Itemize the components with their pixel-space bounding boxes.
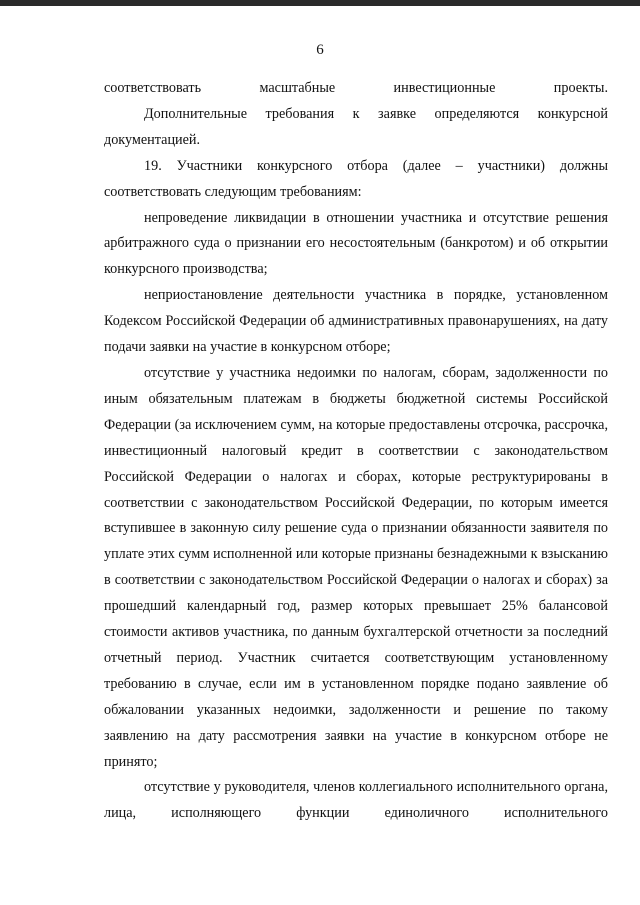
paragraph-3: [104, 154, 608, 206]
paragraph-line: неприостановление деятельности участника в порядке, установленном: [144, 287, 608, 304]
paragraph-line: органа, лица, исполняющего функции единоличного исполнительного: [104, 779, 609, 822]
paragraph-5: [104, 283, 608, 361]
page-number: 6: [316, 42, 324, 58]
paragraph-line: законодательством Российской Федерации о налогах и сборах, которые: [104, 442, 608, 485]
paragraph-line: 19. Участники конкурсного отбора (далее – участники) должны: [144, 157, 608, 174]
paragraph-line: законодательством Российской Федерации о налогах и сборах) за прошедший: [104, 572, 608, 615]
paragraph-7: [104, 775, 608, 827]
paragraph-line: отчетный период. Участник считается соответствующим установленному: [104, 649, 608, 666]
paragraph-line: соответствовать масштабные инвестиционные проекты.: [104, 80, 608, 96]
paragraph-line: решения арбитражного суда о признании его несостоятельным (банкротом) и: [104, 209, 608, 252]
paragraph-line: заявлению на дату рассмотрения заявки на участие в конкурсном отборе не: [104, 727, 608, 744]
paragraph-line: календарный год, размер которых превышает 25% балансовой стоимости: [104, 598, 608, 641]
paragraph-line: документацией.: [104, 131, 201, 148]
paragraph-line: Дополнительные требования к заявке определяются конкурсной: [144, 105, 608, 122]
paragraph-line: соответствовать следующим требованиям:: [104, 183, 362, 200]
paragraph-line: признании обязанности заявителя по уплате этих сумм исполненной или: [104, 520, 609, 563]
paragraph-line: реструктурированы в соответствии с законодательством Российской: [104, 468, 609, 511]
paragraph-line: Российской Федерации (за исключением сумм, на которые предоставлены: [104, 390, 608, 433]
paragraph-line: Кодексом Российской Федерации об административных правонарушениях,: [104, 313, 561, 330]
paragraph-line: отсутствие у руководителя, членов коллегиального исполнительного: [144, 779, 561, 796]
scan-top-border: [0, 0, 640, 6]
paragraph-line: об открытии конкурсного производства;: [104, 235, 609, 278]
paragraph-line: на дату подачи заявки на участие в конкурсном отборе;: [104, 313, 608, 356]
paragraph-4: [104, 206, 608, 284]
paragraph-line: отсутствие у участника недоимки по налогам, сборам, задолженности: [144, 364, 588, 381]
paragraph-line: Федерации, по которым имеется вступившее в законную силу решение суда о: [104, 494, 609, 537]
paragraph-2: [104, 102, 608, 154]
paragraph-line: обжаловании указанных недоимки, задолженности и решение по такому: [104, 701, 608, 718]
paragraph-line: непроведение ликвидации в отношении участника и отсутствие: [144, 209, 549, 226]
paragraph-line: по иным обязательным платежам в бюджеты бюджетной системы: [104, 364, 609, 407]
paragraph-1: [104, 76, 608, 102]
paragraph-line: активов участника, по данным бухгалтерской отчетности за последний: [171, 624, 609, 641]
paragraph-line: отсрочка, рассрочка, инвестиционный налоговый кредит в соответствии с: [104, 416, 608, 459]
paragraph-line: требованию в случае, если им в установленном порядке подано заявление об: [104, 675, 608, 692]
paragraph-line: принято;: [104, 753, 158, 770]
paragraph-6: [104, 361, 608, 776]
document-body: [104, 76, 608, 827]
paragraph-line: которые признаны безнадежными к взысканию в соответствии с: [104, 546, 608, 589]
